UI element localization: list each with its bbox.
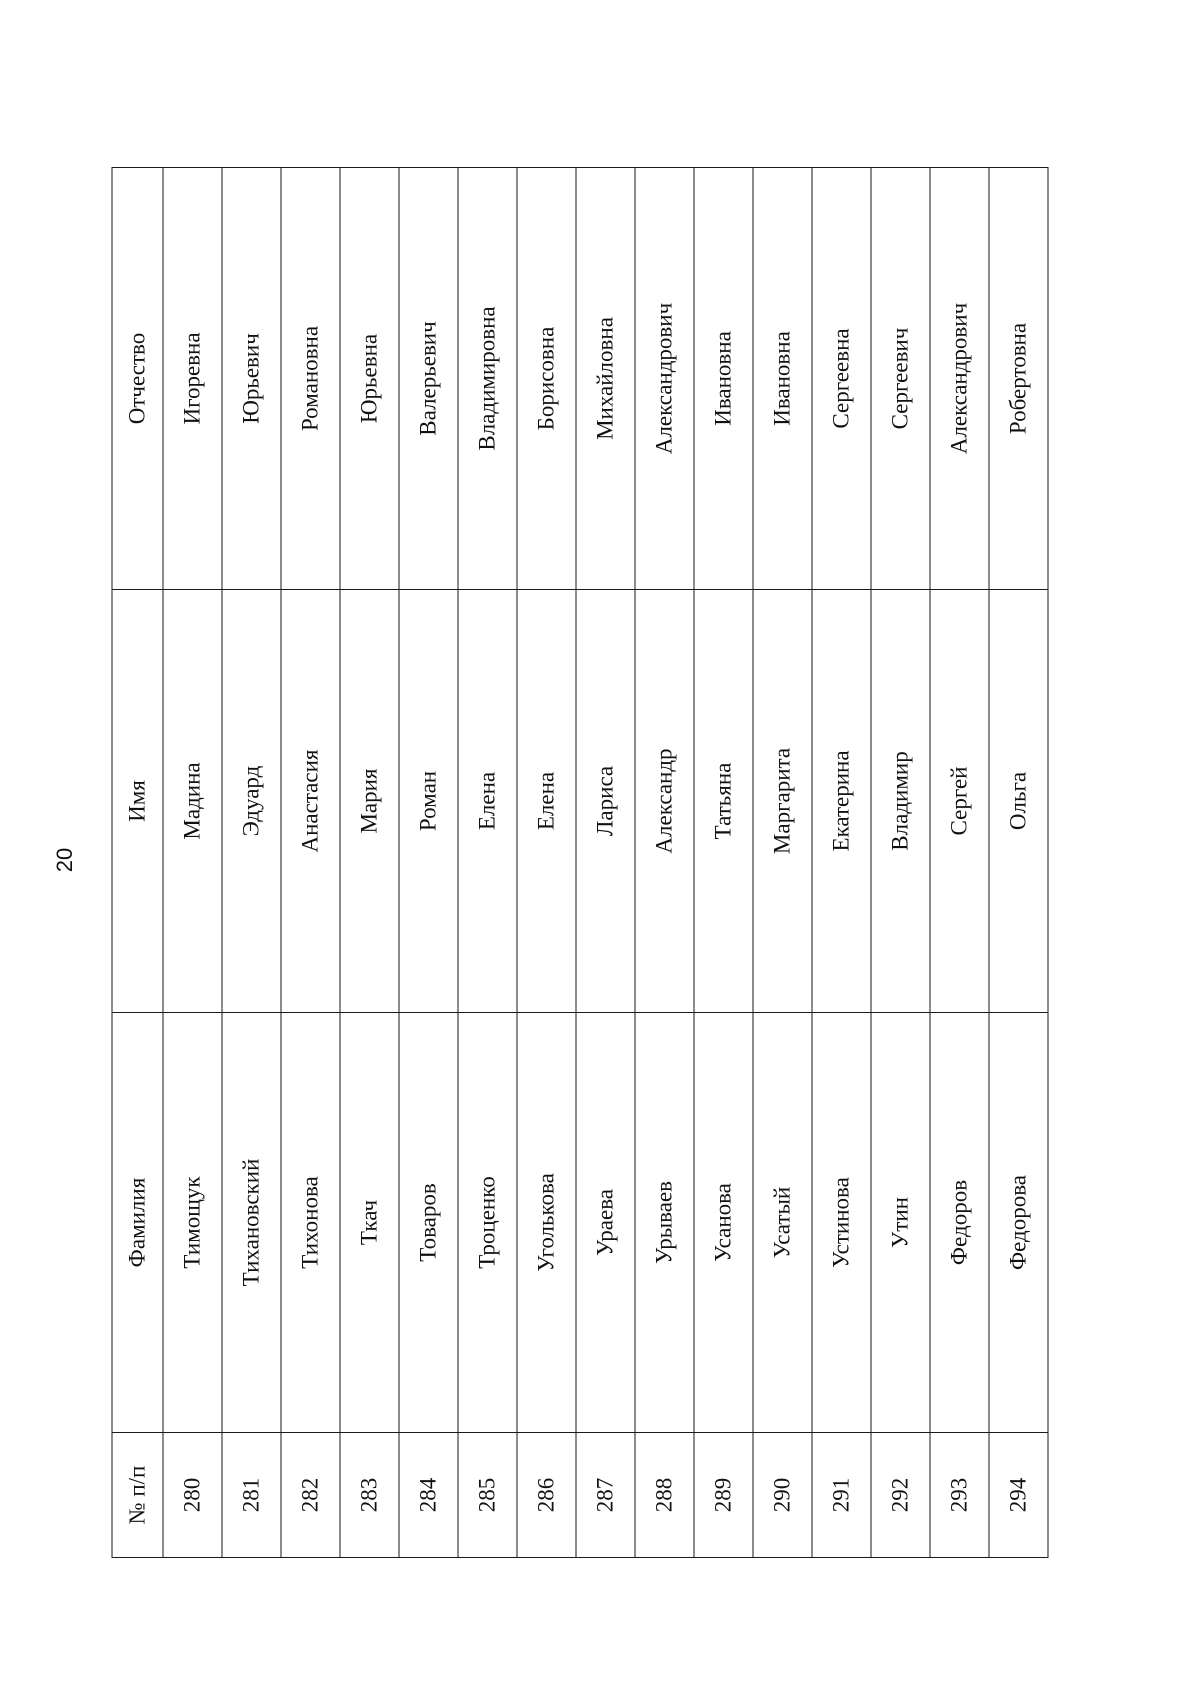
cell-num: 280 (163, 1433, 222, 1558)
cell-name: Екатерина (812, 590, 871, 1013)
cell-name: Татьяна (694, 590, 753, 1013)
cell-num: 288 (635, 1433, 694, 1558)
cell-num: 289 (694, 1433, 753, 1558)
cell-surname: Усатый (753, 1013, 812, 1433)
cell-num: 281 (222, 1433, 281, 1558)
cell-surname: Усанова (694, 1013, 753, 1433)
cell-surname: Товаров (399, 1013, 458, 1433)
cell-name: Мария (340, 590, 399, 1013)
cell-patronymic: Сергеевна (812, 168, 871, 590)
cell-name: Ольга (989, 590, 1048, 1013)
cell-surname: Ураева (576, 1013, 635, 1433)
cell-name: Маргарита (753, 590, 812, 1013)
cell-name: Анастасия (281, 590, 340, 1013)
cell-name: Владимир (871, 590, 930, 1013)
table-row (399, 168, 458, 1558)
table-row (753, 168, 812, 1558)
cell-num: 287 (576, 1433, 635, 1558)
header-num: № п/п (112, 1433, 163, 1558)
cell-name: Мадина (163, 590, 222, 1013)
table-row (517, 168, 576, 1558)
table-row (576, 168, 635, 1558)
table-body (163, 168, 1048, 1558)
cell-patronymic: Александрович (930, 168, 989, 590)
cell-num: 282 (281, 1433, 340, 1558)
cell-num: 285 (458, 1433, 517, 1558)
header-name: Имя (112, 590, 163, 1013)
table-row (163, 168, 222, 1558)
table-row (694, 168, 753, 1558)
table-row (871, 168, 930, 1558)
cell-name: Роман (399, 590, 458, 1013)
table-row (989, 168, 1048, 1558)
cell-surname: Тимощук (163, 1013, 222, 1433)
cell-num: 283 (340, 1433, 399, 1558)
cell-surname: Утин (871, 1013, 930, 1433)
cell-surname: Урываев (635, 1013, 694, 1433)
cell-num: 286 (517, 1433, 576, 1558)
cell-surname: Федоров (930, 1013, 989, 1433)
cell-patronymic: Сергеевич (871, 168, 930, 590)
table-row (281, 168, 340, 1558)
cell-name: Эдуард (222, 590, 281, 1013)
table-row (635, 168, 694, 1558)
cell-name: Лариса (576, 590, 635, 1013)
table-row (930, 168, 989, 1558)
cell-patronymic: Михайловна (576, 168, 635, 590)
cell-name: Александр (635, 590, 694, 1013)
cell-num: 292 (871, 1433, 930, 1558)
cell-patronymic: Робертовна (989, 168, 1048, 590)
header-patronymic: Отчество (112, 168, 163, 590)
cell-num: 284 (399, 1433, 458, 1558)
cell-num: 290 (753, 1433, 812, 1558)
cell-surname: Ткач (340, 1013, 399, 1433)
roster-table (112, 167, 1049, 1558)
cell-surname: Федорова (989, 1013, 1048, 1433)
cell-num: 294 (989, 1433, 1048, 1558)
cell-patronymic: Александрович (635, 168, 694, 590)
cell-patronymic: Игоревна (163, 168, 222, 590)
cell-num: 293 (930, 1433, 989, 1558)
roster-table-container (112, 168, 1037, 1558)
cell-surname: Уголькова (517, 1013, 576, 1433)
cell-name: Елена (517, 590, 576, 1013)
cell-name: Сергей (930, 590, 989, 1013)
cell-patronymic: Юрьевич (222, 168, 281, 590)
cell-patronymic: Владимировна (458, 168, 517, 590)
table-row (458, 168, 517, 1558)
cell-patronymic: Борисовна (517, 168, 576, 590)
cell-surname: Устинова (812, 1013, 871, 1433)
cell-surname: Троценко (458, 1013, 517, 1433)
table-row (222, 168, 281, 1558)
cell-surname: Тихановский (222, 1013, 281, 1433)
page-number: 20 (52, 847, 77, 873)
cell-num: 291 (812, 1433, 871, 1558)
cell-name: Елена (458, 590, 517, 1013)
table-row (812, 168, 871, 1558)
cell-patronymic: Юрьевна (340, 168, 399, 590)
cell-patronymic: Ивановна (753, 168, 812, 590)
cell-patronymic: Ивановна (694, 168, 753, 590)
table-header-row (112, 168, 163, 1558)
header-surname: Фамилия (112, 1013, 163, 1433)
table-row (340, 168, 399, 1558)
cell-patronymic: Романовна (281, 168, 340, 590)
cell-surname: Тихонова (281, 1013, 340, 1433)
cell-patronymic: Валерьевич (399, 168, 458, 590)
